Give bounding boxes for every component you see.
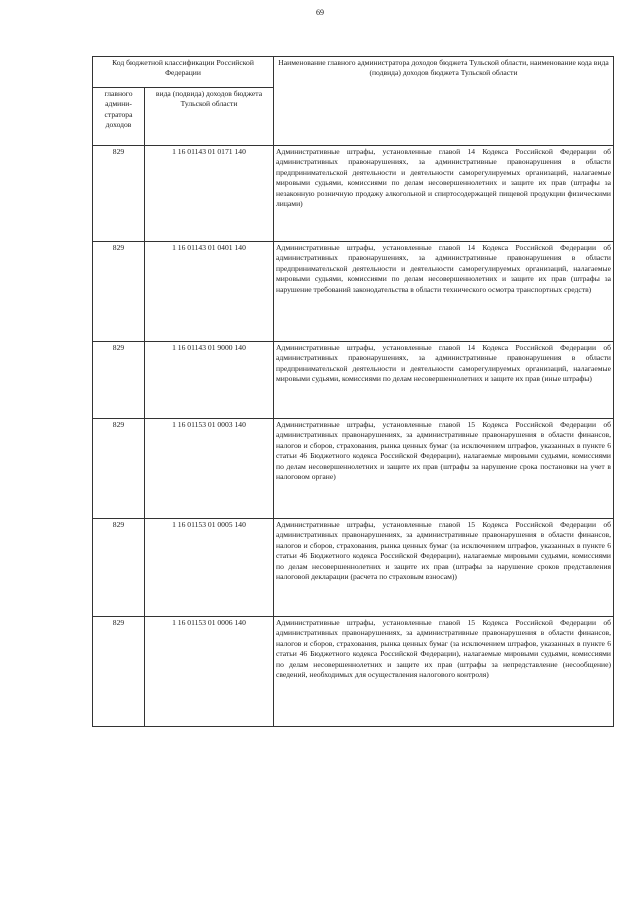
income-name-cell: Административные штрафы, установленные главой 14 Кодекса Российской Федерации об административных правонарушениях, за административные правонарушения в области предпринимательской деятельности и деятельности саморегулируемых организаций, налагаемые мировыми судьями, комиссиями по делам несовершеннолетних и защите их прав (штрафы за нарушение требований законодательства в области технического осмотра транспортных средств) [274,242,614,342]
income-code-cell: 1 16 01153 01 0005 140 [145,519,274,617]
admin-code-cell: 829 [93,419,145,519]
table-row [93,617,614,727]
admin-code-cell: 829 [93,342,145,419]
admin-column-header: главного админи-стратора доходов [93,88,145,146]
table-row [93,242,614,342]
income-code-cell: 1 16 01153 01 0006 140 [145,617,274,727]
table-row [93,342,614,419]
budget-classification-table [92,56,614,727]
income-code-cell: 1 16 01143 01 0401 140 [145,242,274,342]
income-code-cell: 1 16 01143 01 9000 140 [145,342,274,419]
table-row [93,519,614,617]
admin-code-cell: 829 [93,617,145,727]
code-column-header: вида (подвида) доходов бюджета Тульской области [145,88,274,146]
table-header-row [93,57,614,88]
kbk-header: Код бюджетной классификации Российской Федерации [93,57,274,88]
admin-code-cell: 829 [93,146,145,242]
table-row [93,419,614,519]
income-code-cell: 1 16 01153 01 0003 140 [145,419,274,519]
income-code-cell: 1 16 01143 01 0171 140 [145,146,274,242]
income-name-cell: Административные штрафы, установленные главой 14 Кодекса Российской Федерации об административных правонарушениях, за административные правонарушения в области предпринимательской деятельности и деятельности саморегулируемых организаций, налагаемые мировыми судьями, комиссиями по делам несовершеннолетних и защите их прав (штрафы за незаконную розничную продажу алкогольной и спиртосодержащей пищевой продукции физическими лицами) [274,146,614,242]
page-number: 69 [316,8,324,17]
income-name-cell: Административные штрафы, установленные главой 15 Кодекса Российской Федерации об административных правонарушениях, за административные правонарушения в области финансов, налогов и сборов, страхования, рынка ценных бумаг (за исключением штрафов, указанных в пункте 6 статьи 46 Бюджетного кодекса Российской Федерации), налагаемые мировыми судьями, комиссиями по делам несовершеннолетних и защите их прав (штрафы за нарушение срока постановки на учет в налоговом органе) [274,419,614,519]
name-header: Наименование главного администратора доходов бюджета Тульской области, наименование кода вида (подвида) доходов бюджета Тульской области [274,57,614,146]
income-name-cell: Административные штрафы, установленные главой 15 Кодекса Российской Федерации об административных правонарушениях, за административные правонарушения в области финансов, налогов и сборов, страхования, рынка ценных бумаг (за исключением штрафов, указанных в пункте 6 статьи 46 Бюджетного кодекса Российской Федерации), налагаемые мировыми судьями, комиссиями по делам несовершеннолетних и защите их прав (штрафы за нарушение сроков представления налоговой декларации (расчета по страховым взносам)) [274,519,614,617]
admin-code-cell: 829 [93,519,145,617]
admin-code-cell: 829 [93,242,145,342]
income-name-cell: Административные штрафы, установленные главой 15 Кодекса Российской Федерации об административных правонарушениях, за административные правонарушения в области финансов, налогов и сборов, страхования, рынка ценных бумаг (за исключением штрафов, указанных в пункте 6 статьи 46 Бюджетного кодекса Российской Федерации), налагаемые мировыми судьями, комиссиями по делам несовершеннолетних и защите их прав (штрафы за непредставление (несообщение) сведений, необходимых для осуществления налогового контроля) [274,617,614,727]
income-name-cell: Административные штрафы, установленные главой 14 Кодекса Российской Федерации об административных правонарушениях, за административные правонарушения в области предпринимательской деятельности и деятельности саморегулируемых организаций, налагаемые мировыми судьями, комиссиями по делам несовершеннолетних и защите их прав (иные штрафы) [274,342,614,419]
table-row [93,146,614,242]
